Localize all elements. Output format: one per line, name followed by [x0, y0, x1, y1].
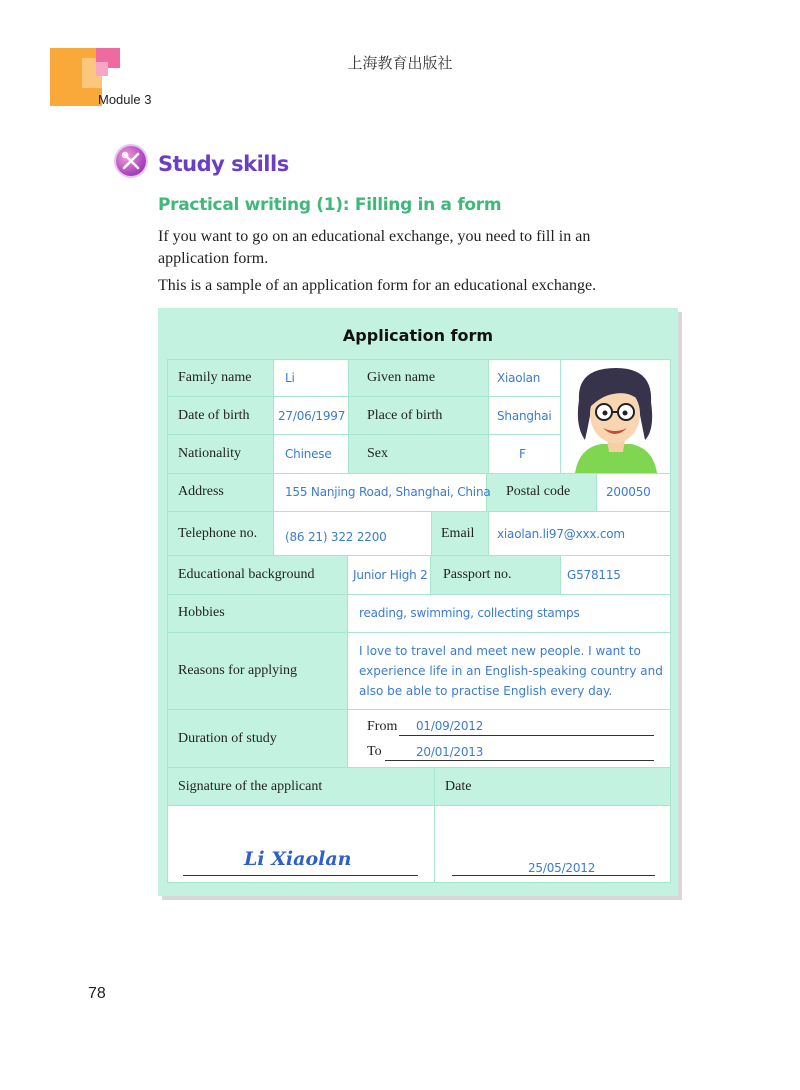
place-of-birth-value: Shanghai: [497, 409, 552, 423]
telephone-value: (86 21) 322 2200: [285, 530, 387, 544]
page-number: 78: [88, 985, 106, 1002]
education-value: Junior High 2: [353, 568, 428, 582]
hobbies-value: reading, swimming, collecting stamps: [359, 606, 580, 620]
nationality-label: Nationality: [178, 446, 241, 461]
applicant-photo-frame: [560, 359, 671, 474]
sample-paragraph: This is a sample of an application form for an educational exchange.: [158, 277, 597, 294]
place-of-birth-label: Place of birth: [367, 408, 443, 423]
sex-value: F: [519, 447, 526, 461]
section-subtitle: Practical writing (1): Filling in a form: [158, 195, 502, 215]
date-line: [452, 875, 655, 876]
section-title: Study skills: [158, 152, 289, 176]
date-label: Date: [445, 779, 472, 794]
intro-paragraph: If you want to go on an educational exchange, you need to fill in an application form.: [158, 228, 591, 267]
date-value: 25/05/2012: [528, 861, 596, 875]
date-of-birth-label: Date of birth: [178, 408, 250, 423]
family-name-value: Li: [285, 371, 295, 385]
publisher-name: 上海教育出版社: [347, 54, 453, 72]
module-label: Module 3: [98, 92, 152, 107]
address-value: 155 Nanjing Road, Shanghai, China: [285, 485, 491, 499]
signature-line: [183, 875, 418, 876]
postal-code-value: 200050: [606, 485, 651, 499]
education-label: Educational background: [178, 567, 315, 582]
signature-value-cell: [167, 805, 435, 883]
duration-to-value: 20/01/2013: [416, 745, 484, 759]
telephone-label: Telephone no.: [178, 526, 258, 541]
given-name-value: Xiaolan: [497, 371, 541, 385]
duration-from-line: [399, 735, 654, 736]
hobbies-label: Hobbies: [178, 605, 225, 620]
applicant-signature: Li Xiaolan: [244, 848, 352, 870]
signature-label: Signature of the applicant: [178, 779, 323, 794]
address-label: Address: [178, 484, 224, 499]
postal-code-label: Postal code: [506, 484, 571, 499]
sex-label: Sex: [367, 446, 388, 461]
duration-from-value: 01/09/2012: [416, 719, 484, 733]
date-of-birth-value: 27/06/1997: [278, 409, 346, 423]
duration-to-label: To: [367, 744, 382, 759]
email-value: xiaolan.li97@xxx.com: [497, 527, 625, 541]
duration-from-label: From: [367, 719, 398, 734]
study-skills-icon: [116, 146, 146, 176]
passport-value: G578115: [567, 568, 621, 582]
form-title: Application form: [342, 326, 494, 345]
nationality-value: Chinese: [285, 447, 332, 461]
reasons-value: I love to travel and meet new people. I want to experience life in an English-speaking country and also be able to practise English every day.: [359, 644, 663, 698]
duration-to-line: [385, 760, 654, 761]
passport-label: Passport no.: [443, 567, 512, 582]
duration-label: Duration of study: [178, 731, 277, 746]
family-name-label: Family name: [178, 370, 252, 385]
email-label: Email: [441, 526, 475, 541]
given-name-label: Given name: [367, 370, 436, 385]
reasons-label: Reasons for applying: [178, 663, 297, 678]
girl-portrait-icon: [561, 360, 670, 473]
